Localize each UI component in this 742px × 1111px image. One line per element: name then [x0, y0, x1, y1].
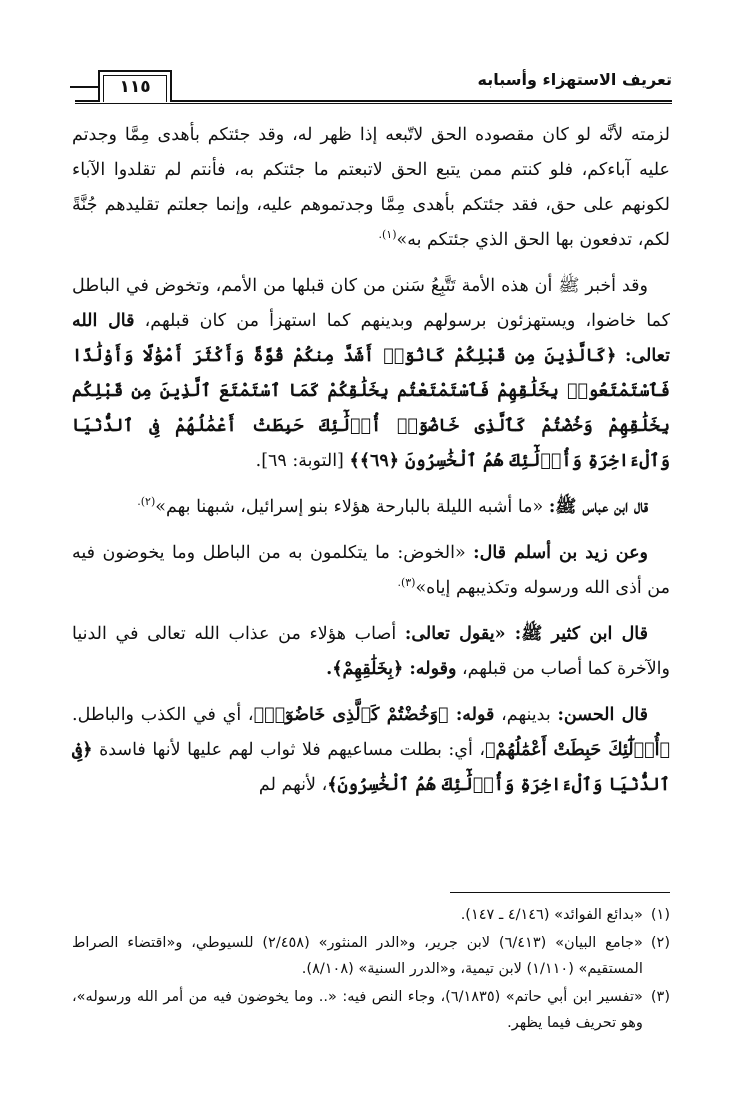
footnote-text: «بدائع الفوائد» (٤/١٤٦ ـ ١٤٧). [460, 907, 643, 923]
quran-verse: ﴿كَالَّذِينَ مِن قَبْلِكُمْ كَانُوٓا۟ أَشَدَّ مِنكُمْ قُوَّةً وَأَكْثَرَ أَمْوَٰلًا وَأَوْلَٰدًا فَٱسْتَمْتَعُوا۟ بِخَلَٰقِهِمْ فَٱسْتَمْتَعْتُم بِخَلَٰقِكُمْ كَمَا ٱسْتَمْتَعَ ٱلَّذِينَ مِن قَبْلِكُم بِخَلَٰقِهِمْ وَخُضْتُمْ كَٱلَّذِى خَاضُوٓا۟ أُو۟لَٰٓئِكَ حَبِطَتْ أَعْمَٰلُهُمْ فِى ٱلدُّنْيَا وَٱلْءَاخِرَةِ وَأُو۟لَٰٓئِكَ هُمُ ٱلْخَٰسِرُونَ ﴿٦٩﴾﴾ [72, 346, 670, 471]
footnote-number: (١) [650, 907, 670, 923]
quran-verse: ﴿وَخُضْتُمْ كَٱلَّذِى خَاضُوٓا۟﴾ [253, 705, 456, 725]
quote-lead: قال الحسن: [557, 705, 649, 725]
paragraph-text: «الخوض: ما يتكلمون به من الباطل وما يخوضون فيه من أذى الله ورسوله وتكذيبهم إياه» [72, 543, 670, 598]
footnote-ref: (٢). [137, 495, 156, 509]
paragraph-5 [72, 617, 670, 687]
paragraph-text: «ما أشبه الليلة بالبارحة هؤلاء بنو إسرائيل، شبهنا بهم» [155, 497, 549, 517]
quote-lead: وقوله: [409, 659, 457, 679]
quran-verse: ﴿أُو۟لَٰٓئِكَ حَبِطَتْ أَعْمَٰلُهُمْ﴾ [485, 740, 670, 760]
footnote-text: «تفسير ابن أبي حاتم» (٦/١٨٣٥)، وجاء النص فيه: «.. وما يخوضون فيه من أمر الله ورسوله»، وهو تحريف فيما يظهر. [72, 989, 643, 1031]
header-rule-thin [75, 103, 672, 104]
paragraph-text: لزمته لأنَّه لو كان مقصوده الحق لاتّبعه إذا ظهر له، وقد جئتكم بأهدى مِمَّا وجدتم عليه آباءكم، فلو كنتم ممن يتبع الحق لاتبعتم ما جئتكم به، فأنتم لم تقلدوا الآباء لكونهم على حق، فقد جئتكم بأهدى مِمَّا وجدتموهم عليه، وإنما جعلتم تقليدهم جُنَّةً لكم، تدفعون بها الحق الذي جئتكم به» [72, 125, 670, 250]
paragraph-text: أصاب هؤلاء من عذاب الله تعالى في الدنيا والآخرة كما أصاب من قبلهم، [72, 624, 670, 679]
footnote-separator [450, 892, 670, 893]
quote-lead: قوله: [455, 705, 495, 725]
page-number-box [98, 70, 172, 102]
quote-lead: قال ابن كثير ﷺ: [514, 624, 648, 644]
quran-verse: ﴿فِى ٱلدُّنْيَا وَٱلْءَاخِرَةِ وَأُو۟لَٰٓئِكَ هُمُ ٱلْخَٰسِرُونَ﴾ [72, 740, 670, 795]
quote-lead: قال الله تعالى: [72, 311, 670, 366]
quote-lead: قال ابن عباس ﷺ: [548, 497, 648, 517]
footnote-1 [72, 902, 670, 928]
paragraph-text: ، أي في الكذب والباطل. [72, 705, 254, 725]
paragraph-text: بدينهم، [494, 705, 558, 725]
paragraph-6 [72, 698, 670, 803]
quote-lead: «يقول تعالى: [404, 624, 515, 644]
header-rule-left [70, 86, 100, 88]
verse-citation: [التوبة: ٦٩]. [255, 451, 350, 471]
body-text [72, 118, 670, 814]
footnote-3 [72, 984, 670, 1036]
paragraph-1 [72, 118, 670, 258]
paragraph-text: وقد أخبر ﷺ أن هذه الأمة تَتَّبِعُ سَنن من كان قبلها من الأمم، وتخوض في الباطل كما خاضوا، ويستهزئون برسولهم وبدينهم كما استهزأ من كان قبلهم، [72, 276, 671, 331]
page-number: ١١٥ [119, 77, 151, 97]
paragraph-text: ، أي: بطلت مساعيهم فلا ثواب لهم عليها لأنها فاسدة [92, 740, 486, 760]
paragraph-2 [72, 269, 670, 479]
running-header-title: تعريف الاستهزاء وأسبابه [477, 70, 672, 89]
paragraph-4 [72, 536, 670, 606]
footnote-number: (٢) [650, 935, 670, 951]
quran-verse: ﴿بِخَلَٰقِهِمْ﴾. [326, 659, 410, 679]
footnotes [72, 902, 670, 1038]
footnote-number: (٣) [650, 989, 670, 1005]
footnote-ref: (١). [378, 228, 397, 242]
footnote-text: «جامع البيان» (٦/٤١٣) لابن جرير، و«الدر المنثور» (٢/٤٥٨) للسيوطي، و«اقتضاء الصراط المستقيم» (١/١١٠) لابن تيمية، و«الدرر السنية» (٨/١٠٨). [72, 935, 643, 977]
footnote-2 [72, 930, 670, 982]
paragraph-3 [72, 490, 670, 525]
footnote-ref: (٣). [397, 576, 416, 590]
paragraph-text: ، لأنهم لم [258, 775, 328, 795]
quote-lead: وعن زيد بن أسلم قال: [473, 543, 649, 563]
